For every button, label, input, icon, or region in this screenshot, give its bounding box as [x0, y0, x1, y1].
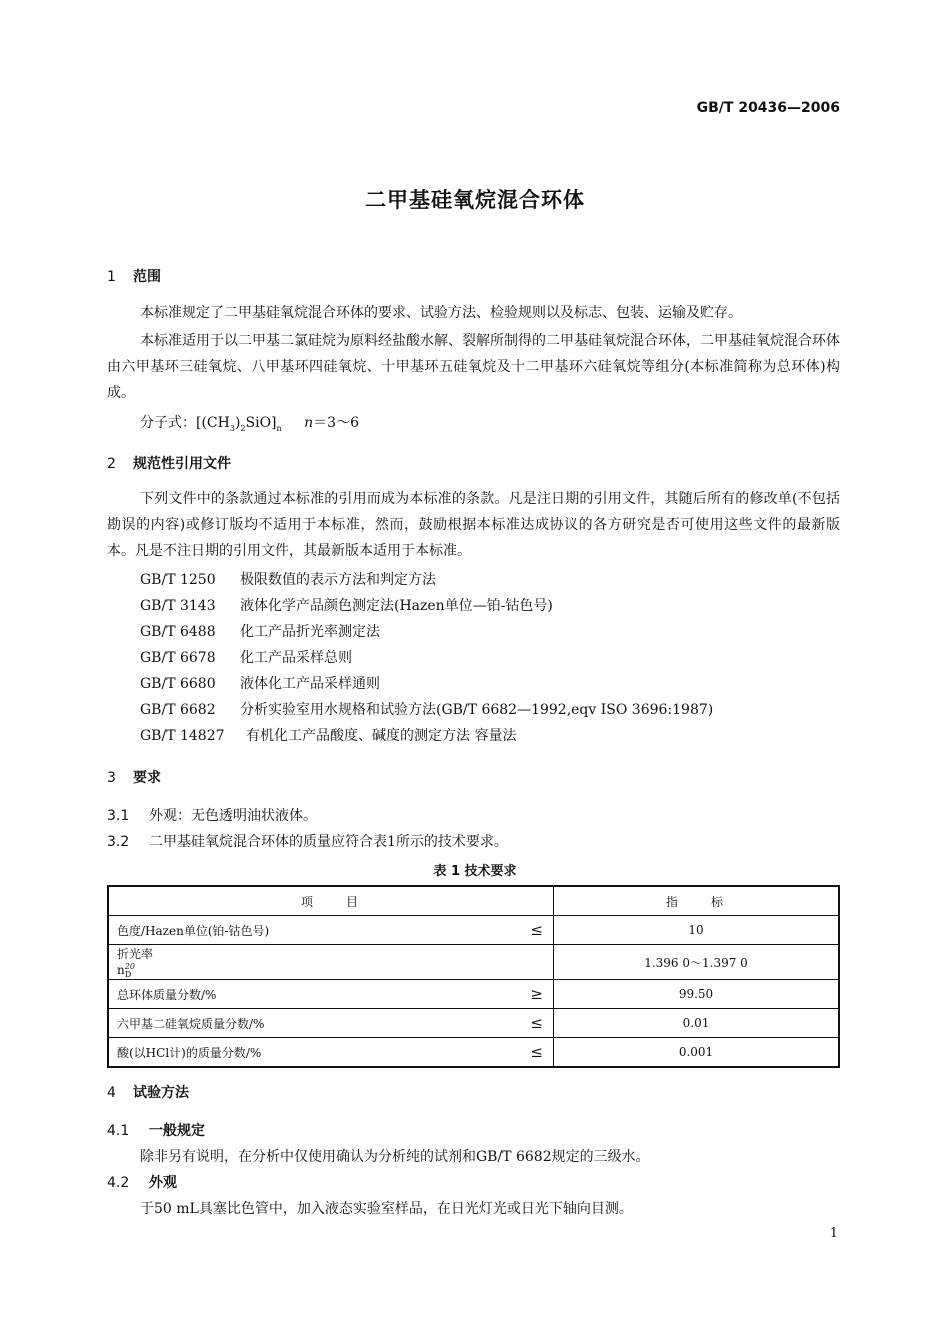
reference-item: GB/T 3143 液体化学产品颜色测定法(Hazen单位—铂-钴色号)	[140, 598, 553, 614]
clause-4-1-text: 除非另有说明，在分析中仅使用确认为分析纯的试剂和GB/T 6682规定的三级水。	[140, 1149, 650, 1165]
section-4-heading	[107, 1082, 189, 1102]
table-header-row	[108, 886, 839, 916]
section-title: 要求	[133, 770, 161, 786]
section-1-paragraph-2: 本标准适用于以二甲基二氯硅烷为原料经盐酸水解、裂解所制得的二甲基硅氧烷混合环体，二甲基硅氧烷混合环体由六甲基环三硅氧烷、八甲基环四硅氧烷、十甲基环五硅氧烷及十二甲基环六硅氧烷等组分(本标准简称为总环体)构成。	[107, 333, 840, 401]
table-row: 总环体质量分数/% ≥ 99.50	[108, 980, 839, 1009]
document-title: 二甲基硅氧烷混合环体	[365, 188, 585, 212]
section-2-heading	[107, 453, 231, 473]
reference-item: GB/T 6682 分析实验室用水规格和试验方法(GB/T 6682—1992,eqv ISO 3696:1987)	[140, 702, 714, 718]
molecular-formula: 分子式：$[(CH_3)_2SiO]_n$ n＝3～6	[140, 415, 359, 433]
table-row: 折光率 $n^{20}_D$ 1.396 0～1.397 0	[108, 945, 839, 980]
clause-4-2-heading: 4.2 外观	[107, 1175, 177, 1191]
section-title: 范围	[133, 269, 161, 285]
standard-code: GB/T 20436—2006	[696, 100, 840, 116]
section-number: 3	[107, 770, 116, 786]
reference-item: GB/T 14827 有机化工产品酸度、碱度的测定方法 容量法	[140, 728, 517, 744]
column-header-value: 指 标	[554, 886, 840, 916]
section-1-paragraph-1: 本标准规定了二甲基硅氧烷混合环体的要求、试验方法、检验规则以及标志、包装、运输及贮存。	[140, 305, 742, 321]
page-number: 1	[829, 1226, 838, 1241]
reference-item: GB/T 6680 液体化工产品采样通则	[140, 676, 380, 692]
column-header-item: 项 目	[108, 886, 554, 916]
clause-3-2: 3.2 二甲基硅氧烷混合环体的质量应符合表1所示的技术要求。	[107, 834, 508, 850]
section-number: 1	[107, 269, 116, 285]
clause-3-1: 3.1 外观：无色透明油状液体。	[107, 808, 317, 824]
section-number: 4	[107, 1085, 116, 1101]
section-3-heading	[107, 767, 161, 787]
table-row: 色度/Hazen单位(铂-钴色号) ≤ 10	[108, 916, 839, 945]
reference-item: GB/T 1250 极限数值的表示方法和判定方法	[140, 572, 436, 588]
section-2-paragraph: 下列文件中的条款通过本标准的引用而成为本标准的条款。凡是注日期的引用文件，其随后所有的修改单(不包括勘误的内容)或修订版均不适用于本标准，然而，鼓励根据本标准达成协议的各方研究是否可使用这些文件的最新版本。凡是不注日期的引用文件，其最新版本适用于本标准。	[107, 491, 840, 559]
section-title: 规范性引用文件	[133, 456, 231, 472]
table-row: 酸(以HCl计)的质量分数/% ≤ 0.001	[108, 1038, 839, 1068]
technical-requirements-table	[107, 885, 840, 1068]
clause-4-1-heading: 4.1 一般规定	[107, 1123, 205, 1139]
section-title: 试验方法	[133, 1085, 189, 1101]
section-1-heading	[107, 266, 161, 286]
reference-item: GB/T 6678 化工产品采样总则	[140, 650, 352, 666]
table-row: 六甲基二硅氧烷质量分数/% ≤ 0.01	[108, 1009, 839, 1038]
section-number: 2	[107, 456, 116, 472]
table-caption: 表 1 技术要求	[433, 864, 517, 879]
clause-4-2-text: 于50 mL具塞比色管中，加入液态实验室样品，在日光灯光或日光下轴向目测。	[140, 1201, 633, 1217]
reference-item: GB/T 6488 化工产品折光率测定法	[140, 624, 380, 640]
